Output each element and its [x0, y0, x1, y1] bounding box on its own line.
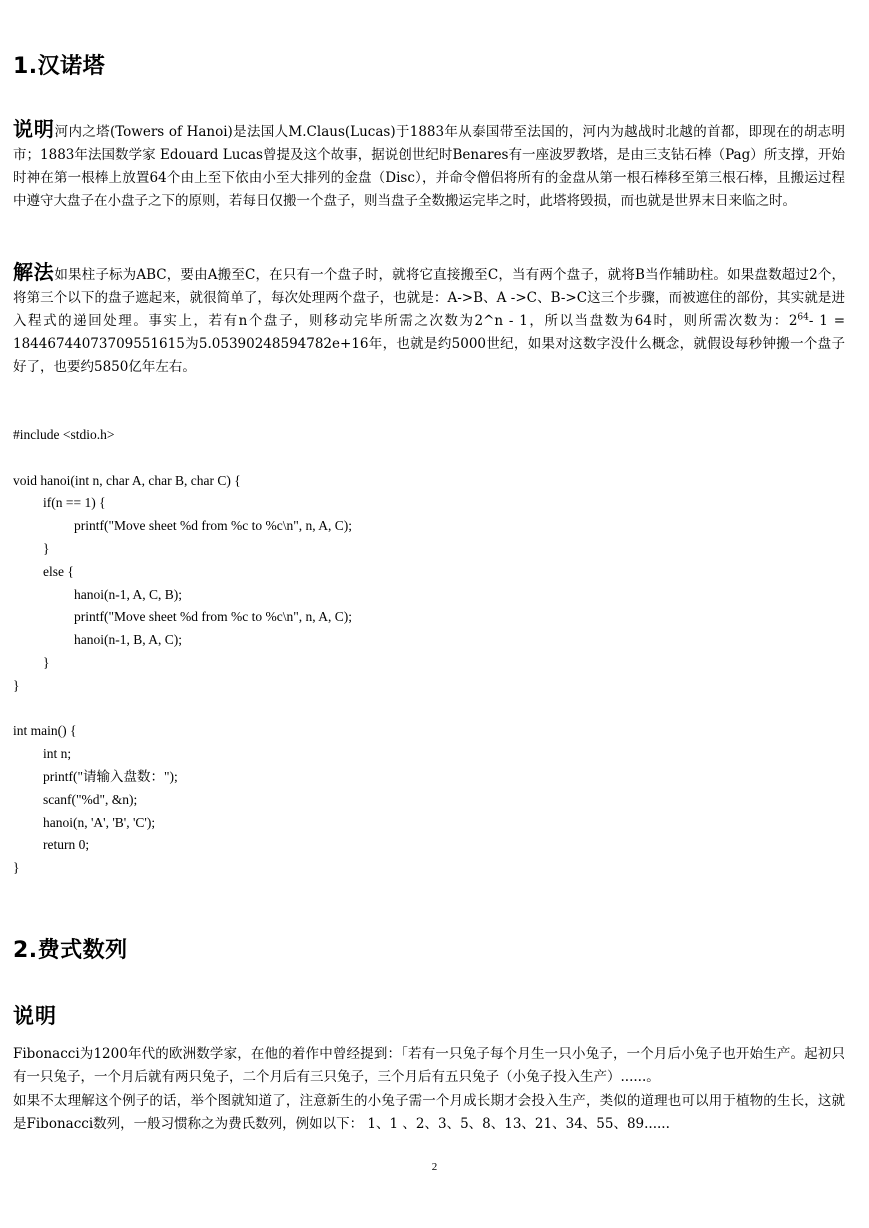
code-line: printf("请输入盘数："); — [43, 768, 178, 784]
hanoi-description — [13, 118, 845, 213]
code-line: scanf("%d", &n); — [43, 791, 138, 807]
code-line: hanoi(n, 'A', 'B', 'C'); — [43, 814, 156, 830]
solution-lead: 解法 — [13, 260, 55, 284]
section-heading-fibonacci: 2.费式数列 — [13, 938, 128, 963]
solution-text-a: 如果柱子标为ABC，要由A搬至C，在只有一个盘子时，就将它直接搬至C，当有两个盘子，就将B当作辅助柱。如果盘数超过2个，将第三个以下的盘子遮起来，就很简单了，每次处理两个盘子，也就是：A->B、A ->C、B->C这三个步骤，而被遮住的部份，其实就是进入程式的递回处理。事实上，若有n个盘子，则移动完毕所需之次数为2^n - 1，所以当盘数为64时，则所需次数为：2 — [13, 267, 846, 329]
page-number: 2 — [431, 1161, 438, 1173]
code-line: } — [43, 540, 50, 556]
code-line: printf("Move sheet %d from %c to %c\n", n, A, C); — [74, 609, 352, 625]
code-line: return 0; — [43, 837, 90, 853]
code-line: else { — [43, 563, 74, 579]
code-line: printf("Move sheet %d from %c to %c\n", n, A, C); — [74, 518, 352, 534]
code-line: } — [43, 654, 50, 670]
code-line: hanoi(n-1, B, A, C); — [74, 632, 182, 648]
solution-exponent: 64 — [797, 312, 809, 323]
description-text: 河内之塔(Towers of Hanoi)是法国人M.Claus(Lucas)于1883年从泰国带至法国的，河内为越战时北越的首都，即现在的胡志明市；1883年法国数学家 Edouard Lucas曾提及这个故事，据说创世纪时Benares有一座波罗教塔，是由三支钻石棒（Pag）所支撑，开始时神在第一根棒上放置64个由上至下依由小至大排列的金盘（Disc），并命令僧侣将所有的金盘从第一根石棒移至第三根石棒，且搬运过程中遵守大盘子在小盘子之下的原则，若每日仅搬一个盘子，则当盘子全数搬运完毕之时，此塔将毁损，而也就是世界末日来临之时。 — [13, 124, 846, 209]
fibonacci-paragraph-1: Fibonacci为1200年代的欧洲数学家，在他的着作中曾经提到：「若有一只兔子每个月生一只小兔子，一个月后小兔子也开始生产。起初只有一只兔子，一个月后就有两只兔子，二个月后有三只兔子，三个月后有五只兔子（小兔子投入生产）......。 — [13, 1046, 845, 1085]
code-line: hanoi(n-1, A, C, B); — [74, 586, 182, 602]
description-lead: 说明 — [13, 117, 55, 141]
fibonacci-paragraph-2: 如果不太理解这个例子的话，举个图就知道了，注意新生的小兔子需一个月成长期才会投入生产，类似的道理也可以用于植物的生长，这就是Fibonacci数列，一般习惯称之为费氏数列，例如以下： 1、1 、2、3、5、8、13、21、34、55、89...... — [13, 1093, 845, 1132]
code-line: #include <stdio.h> — [13, 427, 115, 442]
code-line: } — [13, 677, 20, 693]
section-heading-hanoi: 1.汉诺塔 — [13, 54, 106, 79]
fibonacci-subheading: 说明 — [13, 1004, 57, 1028]
code-line: int n; — [43, 746, 72, 762]
code-line: if(n == 1) { — [43, 495, 106, 511]
code-line: void hanoi(int n, char A, char B, char C) { — [13, 472, 241, 488]
hanoi-solution — [13, 261, 845, 379]
solution-text-b: - 1 = 18446744073709551615为5.05390248594782e+16年，也就是约5000世纪，如果对这数字没什么概念，就假设每秒钟搬一个盘子好了，也要约5850亿年左右。 — [13, 313, 846, 375]
code-line: int main() { — [13, 723, 77, 739]
code-line: } — [13, 860, 20, 876]
hanoi-code-block — [13, 424, 833, 880]
